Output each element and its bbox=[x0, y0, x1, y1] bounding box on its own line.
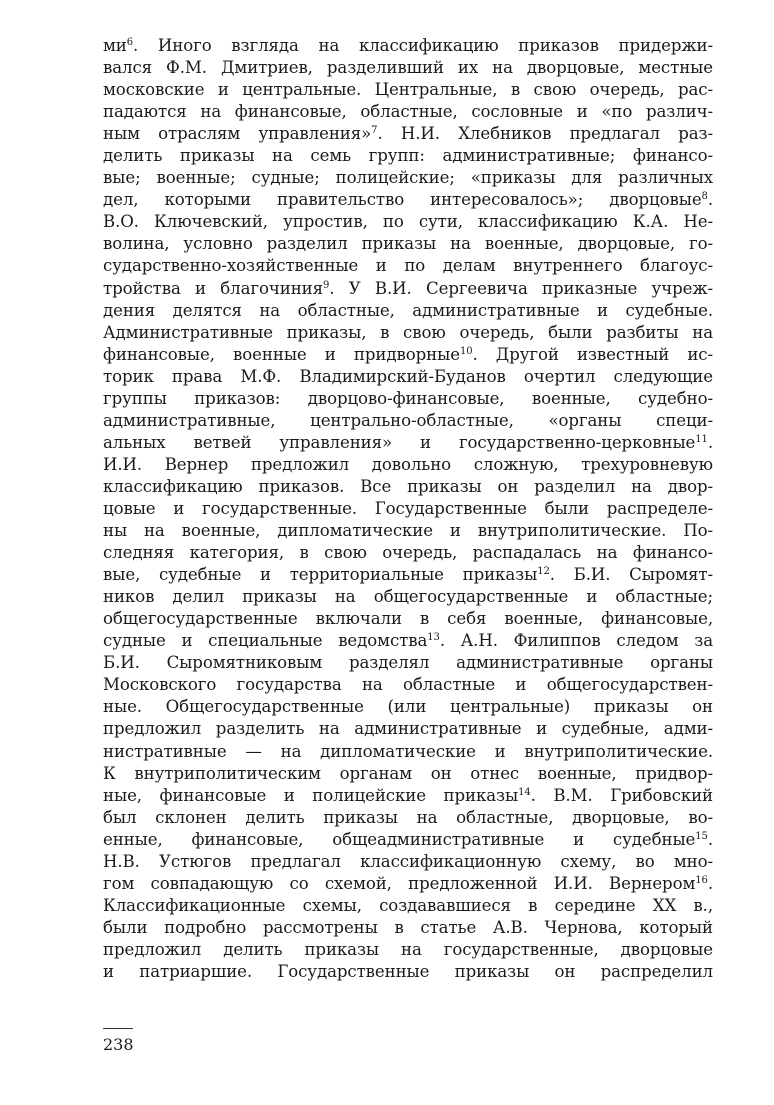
line-text-rest: . bbox=[707, 829, 713, 849]
text-line bbox=[103, 630, 713, 652]
text-line bbox=[103, 939, 713, 961]
text-line bbox=[103, 167, 713, 189]
text-line bbox=[103, 961, 713, 983]
text-line bbox=[103, 101, 713, 123]
line-text: делить приказы на семь групп: административные; финансо- bbox=[103, 146, 713, 166]
line-text: гом совпадающую со схемой, предложенной И.И. Вернером bbox=[103, 873, 696, 893]
footnote-ref: 14 bbox=[518, 786, 531, 798]
text-line bbox=[103, 233, 713, 255]
line-text: дения делятся на областные, административные и судебные. bbox=[103, 300, 713, 320]
text-line bbox=[103, 696, 713, 718]
line-text-rest: . Иного взгляда на классификацию приказов придержи- bbox=[133, 36, 713, 55]
text-line bbox=[103, 410, 713, 432]
line-text: и патриаршие. Государственные приказы он распределил bbox=[103, 961, 713, 981]
line-text: предложил делить приказы на государственные, дворцовые bbox=[103, 939, 713, 959]
line-text-rest: . У В.И. Сергеевича приказные учреж- bbox=[329, 278, 713, 298]
body-text bbox=[103, 35, 713, 983]
line-text: общегосударственные включали в себя военные, финансовые, bbox=[103, 609, 713, 629]
text-line bbox=[103, 454, 713, 476]
footer-rule bbox=[103, 1028, 133, 1029]
text-line bbox=[103, 498, 713, 520]
text-line bbox=[103, 432, 713, 454]
text-line bbox=[103, 57, 713, 79]
text-line bbox=[103, 741, 713, 763]
line-text: ные. Общегосударственные (или центральные) приказы он bbox=[103, 697, 713, 717]
line-text-rest: . bbox=[707, 873, 713, 893]
text-line bbox=[103, 718, 713, 740]
text-line bbox=[103, 586, 713, 608]
text-line bbox=[103, 520, 713, 542]
line-text: вые; военные; судные; полицейские; «приказы для различных bbox=[103, 168, 713, 188]
text-line bbox=[103, 145, 713, 167]
line-text: дел, которыми правительство интересовалось»; дворцовые bbox=[103, 190, 702, 210]
line-text: волина, условно разделил приказы на военные, дворцовые, го- bbox=[103, 234, 713, 254]
text-line bbox=[103, 35, 713, 57]
footnote-ref: 15 bbox=[695, 830, 708, 842]
line-text: В.О. Ключевский, упростив, по сути, классификацию К.А. Не- bbox=[103, 212, 713, 232]
text-line bbox=[103, 807, 713, 829]
line-text-rest: . Н.И. Хлебников предлагал раз- bbox=[377, 124, 713, 144]
text-line bbox=[103, 388, 713, 410]
text-line bbox=[103, 674, 713, 696]
footnote-ref: 9 bbox=[323, 279, 330, 291]
footnote-ref: 8 bbox=[701, 191, 708, 203]
text-line bbox=[103, 763, 713, 785]
text-line bbox=[103, 278, 713, 300]
line-text-rest: . bbox=[707, 190, 713, 210]
line-text: финансовые, военные и придворные bbox=[103, 344, 460, 364]
line-text: ные, финансовые и полицейские приказы bbox=[103, 785, 519, 805]
text-line bbox=[103, 255, 713, 277]
line-text-rest: . Другой известный ис- bbox=[472, 344, 713, 364]
line-text: предложил разделить на административные и судебные, адми- bbox=[103, 719, 713, 739]
line-text: нистративные — на дипломатические и внутриполитические. bbox=[103, 741, 713, 761]
line-text: вался Ф.М. Дмитриев, разделивший их на дворцовые, местные bbox=[103, 58, 713, 78]
footnote-ref: 13 bbox=[427, 632, 440, 644]
text-line bbox=[103, 895, 713, 917]
line-text: И.И. Вернер предложил довольно сложную, трехуровневую bbox=[103, 454, 713, 474]
footnote-ref: 6 bbox=[126, 37, 134, 48]
text-line bbox=[103, 344, 713, 366]
footnote-ref: 10 bbox=[459, 345, 473, 357]
line-text: альных ветвей управления» и государственно-церковные bbox=[103, 432, 696, 452]
line-text: судные и специальные ведомства bbox=[103, 631, 428, 651]
line-text: ников делил приказы на общегосударственные и областные; bbox=[103, 587, 713, 607]
footnote-ref: 7 bbox=[371, 125, 378, 137]
footnote-ref: 11 bbox=[695, 433, 708, 445]
text-line bbox=[103, 785, 713, 807]
line-text-rest: . В.М. Грибовский bbox=[530, 785, 714, 805]
text-line bbox=[103, 300, 713, 322]
text-line bbox=[103, 851, 713, 873]
text-line bbox=[103, 873, 713, 895]
text-line bbox=[103, 829, 713, 851]
text-line bbox=[103, 123, 713, 145]
line-text: ны на военные, дипломатические и внутриполитические. По- bbox=[103, 521, 713, 541]
text-line bbox=[103, 608, 713, 630]
line-text: вые, судебные и территориальные приказы bbox=[103, 565, 538, 585]
text-line bbox=[103, 322, 713, 344]
text-line bbox=[103, 542, 713, 564]
line-text: классификацию приказов. Все приказы он разделил на двор- bbox=[103, 476, 713, 496]
footnote-ref: 16 bbox=[695, 874, 708, 886]
line-text: московские и центральные. Центральные, в свою очередь, рас- bbox=[103, 80, 713, 100]
line-text: был склонен делить приказы на областные, дворцовые, во- bbox=[103, 807, 713, 827]
line-text: сударственно-хозяйственные и по делам внутреннего благоус- bbox=[103, 256, 713, 276]
line-text: падаются на финансовые, областные, сословные и «по различ- bbox=[103, 102, 713, 122]
text-line bbox=[103, 476, 713, 498]
line-text: цовые и государственные. Государственные были распределе- bbox=[103, 498, 713, 518]
line-text: торик права М.Ф. Владимирский-Буданов очертил следующие bbox=[103, 366, 713, 386]
line-text: ным отраслям управления» bbox=[103, 124, 372, 144]
line-text-rest: . Б.И. Сыромят- bbox=[549, 565, 713, 585]
line-text-rest: . bbox=[707, 432, 713, 452]
text-line bbox=[103, 917, 713, 939]
footnote-ref: 12 bbox=[537, 566, 550, 578]
line-text: были подробно рассмотрены в статье А.В. Чернова, который bbox=[103, 917, 713, 937]
text-line bbox=[103, 79, 713, 101]
line-text: енные, финансовые, общеадминистративные и судебные bbox=[103, 829, 696, 849]
line-text-rest: . А.Н. Филиппов следом за bbox=[439, 631, 713, 651]
text-line bbox=[103, 652, 713, 674]
page-number: 238 bbox=[103, 1035, 134, 1054]
line-text: Классификационные схемы, создававшиеся в середине XX в., bbox=[103, 895, 713, 915]
line-text: Административные приказы, в свою очередь, были разбиты на bbox=[103, 322, 713, 342]
line-text: ми bbox=[103, 36, 127, 55]
line-text: административные, центрально-областные, «органы специ- bbox=[103, 410, 713, 430]
text-line bbox=[103, 564, 713, 586]
line-text: Н.В. Устюгов предлагал классификационную схему, во мно- bbox=[103, 851, 713, 871]
text-line bbox=[103, 366, 713, 388]
text-line bbox=[103, 211, 713, 233]
text-line bbox=[103, 189, 713, 211]
line-text: группы приказов: дворцово-финансовые, военные, судебно- bbox=[103, 388, 713, 408]
line-text: тройства и благочиния bbox=[103, 278, 324, 298]
line-text: следняя категория, в свою очередь, распадалась на финансо- bbox=[103, 543, 713, 563]
line-text: Б.И. Сыромятниковым разделял административные органы bbox=[103, 653, 713, 673]
line-text: К внутриполитическим органам он отнес военные, придвор- bbox=[103, 763, 713, 783]
line-text: Московского государства на областные и общегосударствен- bbox=[103, 675, 713, 695]
